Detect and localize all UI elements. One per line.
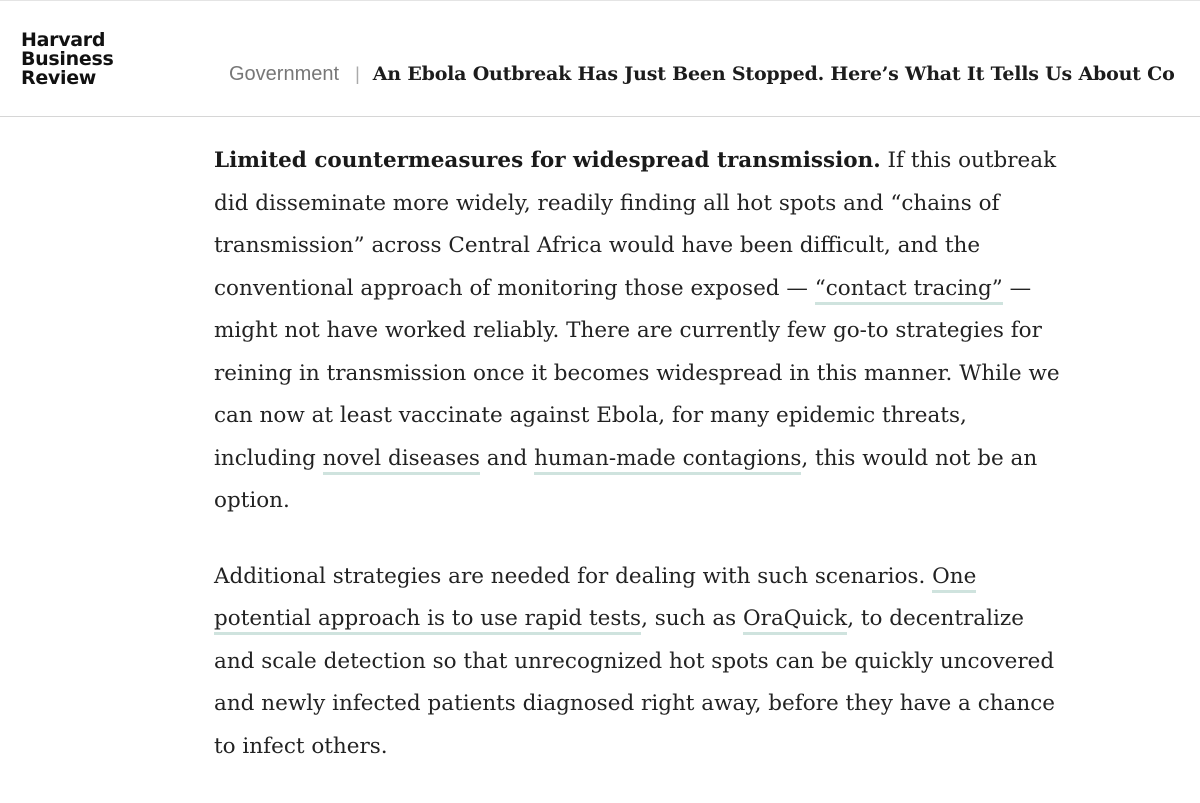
article-title: An Ebola Outbreak Has Just Been Stopped. Here’s What It Tells Us About Co: [372, 63, 1175, 85]
link-human-made-contagions[interactable]: human-made contagions: [534, 446, 801, 475]
logo-line-3: Review: [21, 67, 97, 89]
paragraph-text: If this outbreak did disseminate more widely, readily finding all hot spots and “chains of transmission” across Central Africa would have been difficult, and the conventional approach of monitoring those exposed —: [214, 148, 1057, 301]
article-body: [214, 140, 1064, 768]
paragraph-text: , to decentralize and scale detection so that unrecognized hot spots can be quickly uncovered and newly infected patients diagnosed right away, before they have a chance to infect others.: [214, 606, 1056, 759]
paragraph-lead: Limited countermeasures for widespread transmission.: [214, 148, 881, 173]
link-contact-tracing[interactable]: “contact tracing”: [815, 276, 1003, 305]
logo-line-2: Business: [21, 48, 114, 70]
paragraph-text: , such as: [641, 606, 744, 631]
top-bar: [0, 0, 1200, 117]
link-novel-diseases[interactable]: novel diseases: [323, 446, 480, 475]
paragraph-text: — might not have worked reliably. There are currently few go-to strategies for reining in transmission once it becomes widespread in this manner. While we can now at least vaccinate against Ebola, for many epidemic threats, including: [214, 275, 1060, 471]
paragraph-text: , this would not be an option.: [214, 445, 1038, 513]
paragraph-countermeasures: [214, 140, 1064, 523]
hbr-logo[interactable]: [21, 31, 113, 88]
link-oraquick[interactable]: OraQuick: [743, 606, 847, 635]
link-rapid-tests[interactable]: One potential approach is to use rapid tests: [214, 564, 976, 636]
breadcrumb: [229, 63, 1175, 86]
paragraph-text: and: [479, 445, 535, 471]
breadcrumb-separator: |: [355, 64, 360, 84]
logo-line-1: Harvard: [21, 29, 106, 51]
section-link-government[interactable]: Government: [229, 63, 340, 85]
paragraph-text: Additional strategies are needed for dealing with such scenarios.: [214, 563, 933, 589]
paragraph-strategies: [214, 556, 1064, 769]
